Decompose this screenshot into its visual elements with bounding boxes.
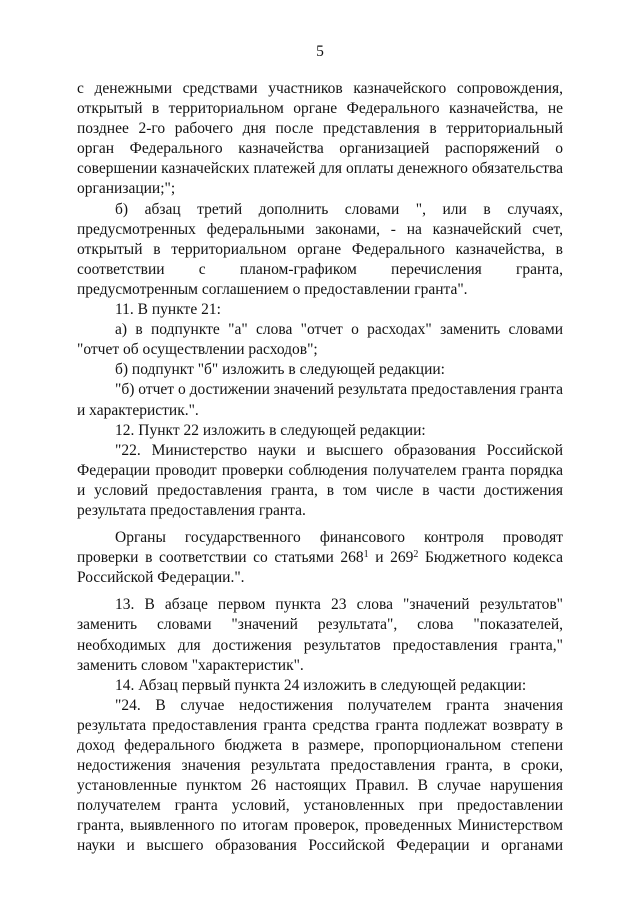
paragraph-treasury-account-continuation: с денежными средствами участников казначейского сопровождения, открытый в территориальном органе Федерального казначейства, не позднее 2-го рабочего дня после представления в территориальный орган Федерального казначейства организацией распоряжений о совершении казначейских платежей для оплаты денежного обязательства организации;"; bbox=[77, 80, 563, 198]
paragraph-financial-control-bodies: Органы государственного финансового контроля проводят проверки в соответствии со статьями $268^1$ и $269^2$ Бюджетного кодекса Российской Федерации.". bbox=[77, 529, 563, 587]
superscript-2: 2 bbox=[413, 549, 419, 561]
paragraph-item-11-heading: 11. В пункте 21: bbox=[115, 301, 221, 319]
paragraph-item-11-subitem-b: б) подпункт "б" изложить в следующей редакции: bbox=[115, 361, 445, 379]
paragraph-point-24-grant-return: "24. В случае недостижения получателем гранта значения результата предоставления гранта средства гранта подлежат возврату в доход федерального бюджета в размере, пропорциональном степени недостижения значения результата предоставления гранта, в сроки, установленные пунктом 26 настоящих Правил. В случае нарушения получателем гранта условий, установленных при предоставлении гранта, выявленного по итогам проверок, проведенных Министерством науки и высшего образования Российской Федерации и органами bbox=[77, 696, 563, 855]
paragraph-item-14-heading: 14. Абзац первый пункта 24 изложить в следующей редакции: bbox=[115, 676, 527, 694]
page-number: 5 bbox=[316, 43, 324, 60]
paragraph-item-12-heading: 12. Пункт 22 изложить в следующей редакции: bbox=[115, 421, 426, 439]
paragraph-item-13: 13. В абзаце первом пункта 23 слова "значений результатов" заменить словами "значений результата", слова "показателей, необходимых для достижения результатов предоставления гранта," заменить словом "характеристик". bbox=[77, 596, 563, 674]
paragraph-item-11-subitem-a: а) в подпункте "а" слова "отчет о расходах" заменить словами "отчет об осуществлении расходов"; bbox=[77, 321, 563, 359]
paragraph-report-on-results: "б) отчет о достижении значений результата предоставления гранта и характеристик.". bbox=[77, 381, 563, 419]
document-body bbox=[77, 79, 563, 857]
paragraph-point-22-ministry-checks: "22. Министерство науки и высшего образования Российской Федерации проводит проверки соблюдения получателем гранта порядка и условий предоставления гранта, в том числе в части достижения результата предоставления гранта. bbox=[77, 441, 563, 519]
superscript-1: 1 bbox=[363, 549, 369, 561]
paragraph-subitem-b-paragraph-three: б) абзац третий дополнить словами ", или в случаях, предусмотренных федеральными законами, - на казначейский счет, открытый в территориальном органе Федерального казначейства, в соответствии с планом-графиком перечисления гранта, предусмотренным соглашением о предоставлении гранта". bbox=[77, 200, 563, 298]
